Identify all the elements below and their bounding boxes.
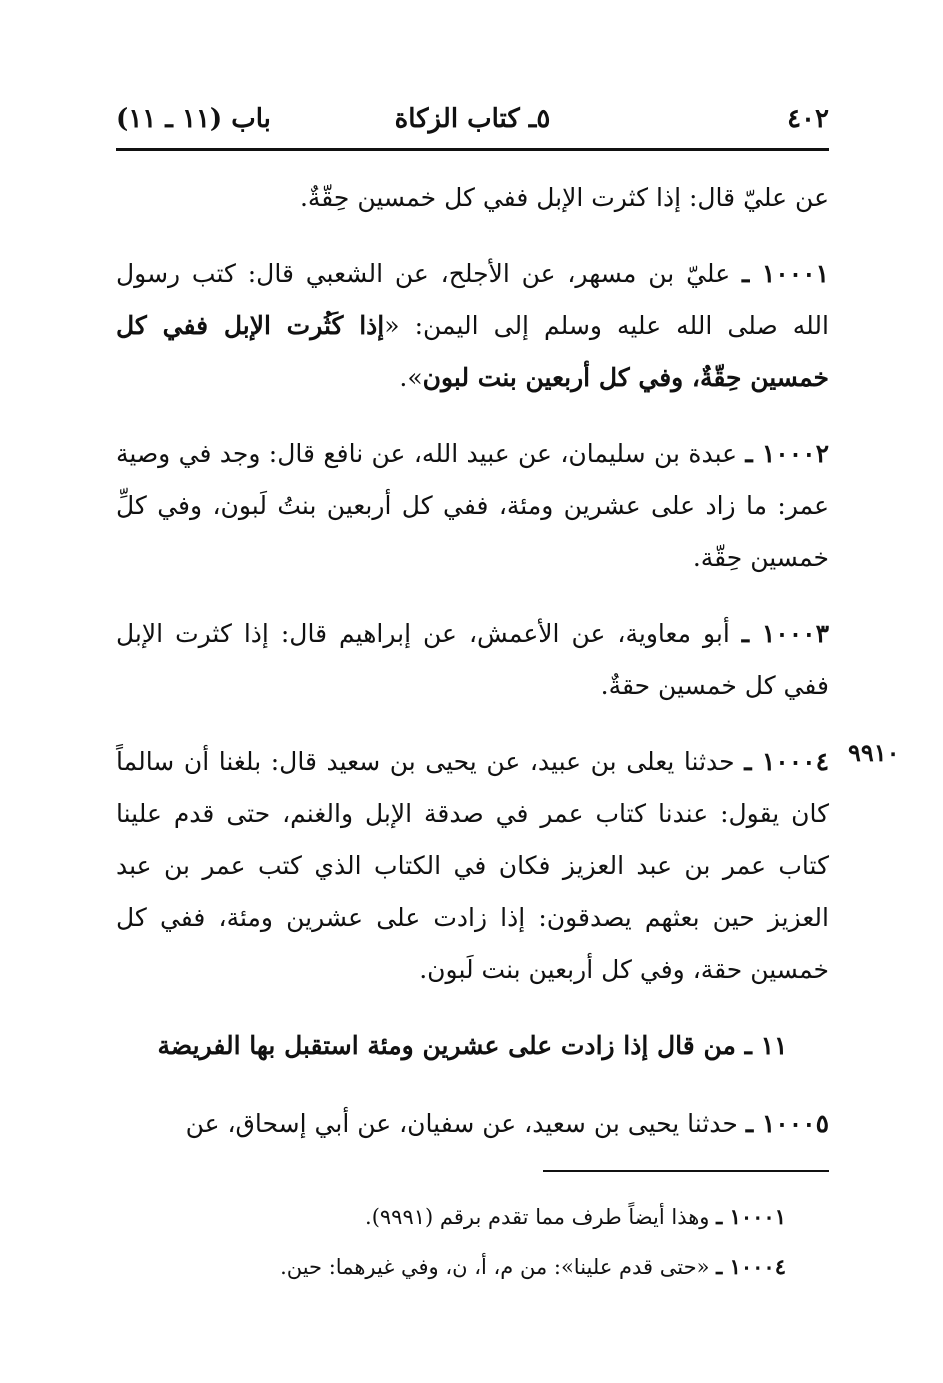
header-divider [116,148,829,151]
hadith-10001 [116,248,829,404]
paragraph-text: عليّ بن مسهر، عن الأجلح، عن الشعبي قال: كتب رسول الله صلى الله عليه وسلم إلى اليمن: « [116,259,829,340]
paragraph-text: عبدة بن سليمان، عن عبيد الله، عن نافع قال: وجد في وصية عمر: ما زاد على عشرين ومئة، ففي كل أربعين بنتُ لَبون، وفي كلِّ خمسين حِقّة. [116,439,829,572]
footnotes [116,1192,786,1292]
hadith-10003 [116,608,829,712]
hadith-number: ١٠٠٠٢ ـ [745,439,829,468]
footnote-divider [543,1170,829,1172]
paragraph-text: أبو معاوية، عن الأعمش، عن إبراهيم قال: إذا كثرت الإبل ففي كل خمسين حقةٌ. [116,619,829,700]
main-text [116,172,829,1174]
page-number: ٤٠٢ [787,104,829,134]
hadith-number: ١٠٠٠٣ ـ [741,619,829,648]
hadith-10002 [116,428,829,584]
hadith-number: ١٠٠٠١ ـ [741,259,829,288]
paragraph-continuation [116,172,829,224]
paragraph-text: عن عليّ قال: إذا كثرت الإبل ففي كل خمسين حِقّةٌ. [299,183,829,212]
paragraph-tail: ». [399,363,423,392]
running-header [116,98,829,142]
chapter-range: باب (١١ ـ ١١) [116,104,271,134]
footnote-number: ١٠٠٠٤ ـ [716,1254,786,1279]
paragraph-text: حدثنا يعلى بن عبيد، عن يحيى بن سعيد قال: بلغنا أن سالماً كان يقول: عندنا كتاب عمر في صدقة الإبل والغنم، حتى قدم علينا كتاب عمر بن عبد العزيز فكان في الكتاب الذي كتب عمر بن عبد العزيز حين بعثهم يصدقون: إذا زادت على عشرين ومئة، ففي كل خمسين حقة، وفي كل أربعين بنت لَبون. [116,747,829,984]
margin-reference-number: ٩٩١٠ [848,738,900,767]
hadith-number: ١٠٠٠٥ ـ [745,1109,829,1138]
footnote-number: ١٠٠٠١ ـ [716,1204,786,1229]
hadith-number: ١٠٠٠٤ ـ [744,747,830,776]
section-heading: ١١ ـ من قال إذا زادت على عشرين ومئة استقبل بها الفريضة [157,1031,788,1060]
footnote-text: «حتى قدم علينا»: من م، أ، ن، وفي غيرهما: حين. [280,1255,710,1279]
paragraph-text: حدثنا يحيى بن سعيد، عن سفيان، عن أبي إسحاق، عن [185,1109,738,1138]
footnote-text: وهذا أيضاً طرف مما تقدم برقم (٩٩٩١). [365,1205,710,1229]
footnote [116,1242,786,1292]
quoted-text: إذا كَثُرت الإبل ففي كل خمسين حِقّةٌ، وفي كل أربعين بنت لبون [116,311,829,392]
book-title: ٥ـ كتاب الزكاة [394,104,551,134]
hadith-10005 [116,1098,829,1150]
hadith-10004 [116,736,829,996]
footnote [116,1192,786,1242]
